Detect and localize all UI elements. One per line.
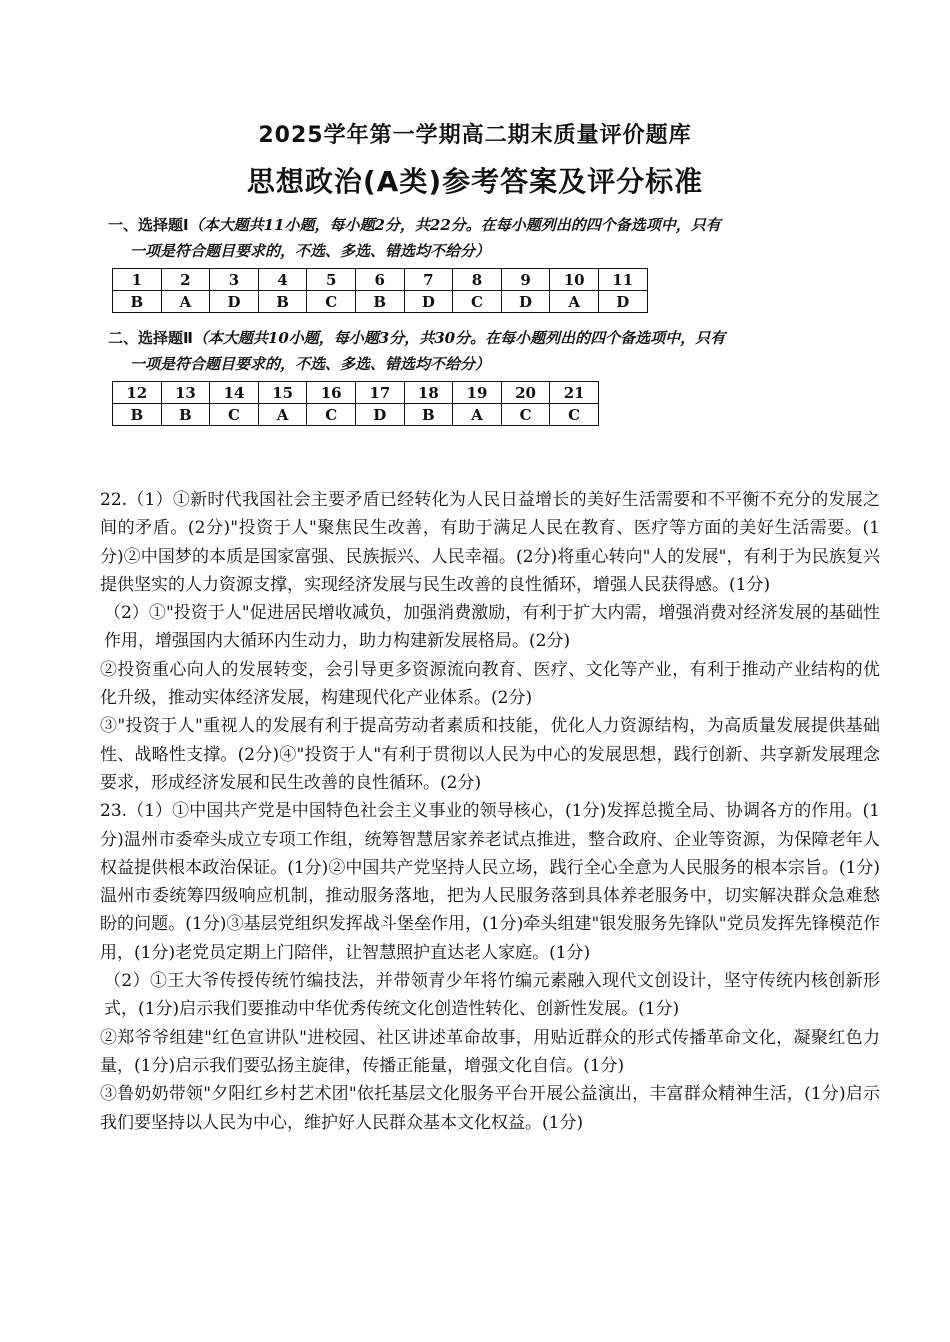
- section1-note-line1: （本大题共11小题，每小题2分，共22分。在每小题列出的四个备选项中，只有: [188, 216, 721, 234]
- q23-part2: （2）①王大爷传授传统竹编技法，并带领青少年将竹编元素融入现代文创设计，坚守传统内核创新形式，(1分)启示我们要推动中华优秀传统文化创造性转化、创新性发展。(1分): [104, 971, 880, 1020]
- table-cell: C: [550, 404, 599, 426]
- table-cell: 9: [501, 269, 550, 291]
- section1-answer-table: [112, 268, 648, 313]
- table-cell: D: [501, 291, 550, 313]
- table-cell: D: [210, 291, 259, 313]
- section1-heading: [108, 212, 788, 264]
- q23-part1: 23.（1）①中国共产党是中国特色社会主义事业的领导核心，(1分)发挥总揽全局、协调各方的作用。(1分)温州市委牵头成立专项工作组，统筹智慧居家养老试点推进，整合政府、企业等资源，为保障老年人权益提供根本政治保证。(1分)②中国共产党坚持人民立场，践行全心全意为人民服务的根本宗旨。(1分)温州市委统筹四级响应机制，推动服务落地，把为人民服务落到具体养老服务中，切实解决群众急难愁盼的问题。(1分)③基层党组织发挥战斗堡垒作用，(1分)牵头组建"银发服务先锋队"党员发挥先锋模范作用，(1分)老党员定期上门陪伴，让智慧照护直达老人家庭。(1分): [100, 801, 880, 963]
- table-cell: B: [113, 291, 162, 313]
- table-cell: B: [404, 404, 453, 426]
- page-title: 2025学年第一学期高二期末质量评价题库: [258, 123, 692, 148]
- section2-heading: [108, 325, 788, 377]
- table-cell: 11: [598, 269, 647, 291]
- section1-number-row: [113, 269, 648, 291]
- section1-lead: 一、选择题Ⅰ: [108, 216, 189, 234]
- q22-part2: （2）①"投资于人"促进居民增收减负，加强消费激励，有利于扩大内需，增强消费对经济发展的基础性作用，增强国内大循环内生动力，助力构建新发展格局。(2分): [104, 603, 880, 652]
- table-cell: A: [161, 291, 210, 313]
- q23-part2-point2: ②郑爷爷组建"红色宣讲队"进校园、社区讲述革命故事，用贴近群众的形式传播革命文化，凝聚红色力量，(1分)启示我们要弘扬主旋律，传播正能量，增强文化自信。(1分): [100, 1027, 880, 1076]
- section2-number-row: [113, 382, 599, 404]
- table-cell: 12: [113, 382, 162, 404]
- section2-note-line1: （本大题共10小题，每小题3分，共30分。在每小题列出的四个备选项中，只有: [192, 329, 726, 347]
- table-cell: 19: [453, 382, 502, 404]
- table-cell: 10: [550, 269, 599, 291]
- table-cell: 8: [453, 269, 502, 291]
- table-cell: D: [404, 291, 453, 313]
- section2-answer-row: [113, 404, 599, 426]
- table-cell: A: [550, 291, 599, 313]
- q23-part2-point3: ③鲁奶奶带领"夕阳红乡村艺术团"依托基层文化服务平台开展公益演出，丰富群众精神生活，(1分)启示我们要坚持以人民为中心，维护好人民群众基本文化权益。(1分): [100, 1084, 880, 1133]
- table-cell: 5: [307, 269, 356, 291]
- table-cell: C: [453, 291, 502, 313]
- table-cell: 14: [210, 382, 259, 404]
- section1-note-line2: 一项是符合题目要求的，不选、多选、错选均不给分）: [130, 242, 491, 260]
- table-cell: C: [307, 291, 356, 313]
- table-cell: B: [355, 291, 404, 313]
- table-cell: 15: [258, 382, 307, 404]
- table-cell: 18: [404, 382, 453, 404]
- q22-part1: 22.（1）①新时代我国社会主要矛盾已经转化为人民日益增长的美好生活需要和不平衡不充分的发展之间的矛盾。(2分)"投资于人"聚焦民生改善，有助于满足人民在教育、医疗等方面的美好生活需要。(1分)②中国梦的本质是国家富强、民族振兴、人民幸福。(2分)将重心转向"人的发展"，有利于为民族复兴提供坚实的人力资源支撑，实现经济发展与民生改善的良性循环，增强人民获得感。(1分): [100, 490, 880, 595]
- table-cell: B: [258, 291, 307, 313]
- table-cell: 13: [161, 382, 210, 404]
- table-cell: C: [210, 404, 259, 426]
- table-cell: 20: [501, 382, 550, 404]
- page-subtitle: 思想政治(A类)参考答案及评分标准: [246, 165, 704, 198]
- table-cell: 3: [210, 269, 259, 291]
- q22-part2-point2: ②投资重心向人的发展转变，会引导更多资源流向教育、医疗、文化等产业，有利于推动产业结构的优化升级，推动实体经济发展，构建现代化产业体系。(2分): [100, 659, 880, 709]
- table-cell: D: [598, 291, 647, 313]
- table-cell: 1: [113, 269, 162, 291]
- table-cell: B: [113, 404, 162, 426]
- table-cell: B: [161, 404, 210, 426]
- table-cell: 7: [404, 269, 453, 291]
- section2-answer-table: [112, 381, 599, 426]
- table-cell: A: [258, 404, 307, 426]
- section2-note-line2: 一项是符合题目要求的，不选、多选、错选均不给分）: [130, 355, 491, 373]
- table-cell: 6: [355, 269, 404, 291]
- answer-body: [100, 486, 880, 1137]
- table-cell: 21: [550, 382, 599, 404]
- table-cell: C: [307, 404, 356, 426]
- table-cell: 17: [355, 382, 404, 404]
- table-cell: A: [453, 404, 502, 426]
- q22-part2-point3: ③"投资于人"重视人的发展有利于提高劳动者素质和技能，优化人力资源结构，为高质量发展提供基础性、战略性支撑。(2分)④"投资于人"有利于贯彻以人民为中心的发展思想，践行创新、共享新发展理念要求，形成经济发展和民生改善的良性循环。(2分): [100, 716, 880, 793]
- section1-answer-row: [113, 291, 648, 313]
- table-cell: 16: [307, 382, 356, 404]
- table-cell: 4: [258, 269, 307, 291]
- table-cell: C: [501, 404, 550, 426]
- table-cell: 2: [161, 269, 210, 291]
- section2-lead: 二、选择题Ⅱ: [108, 329, 193, 347]
- table-cell: D: [355, 404, 404, 426]
